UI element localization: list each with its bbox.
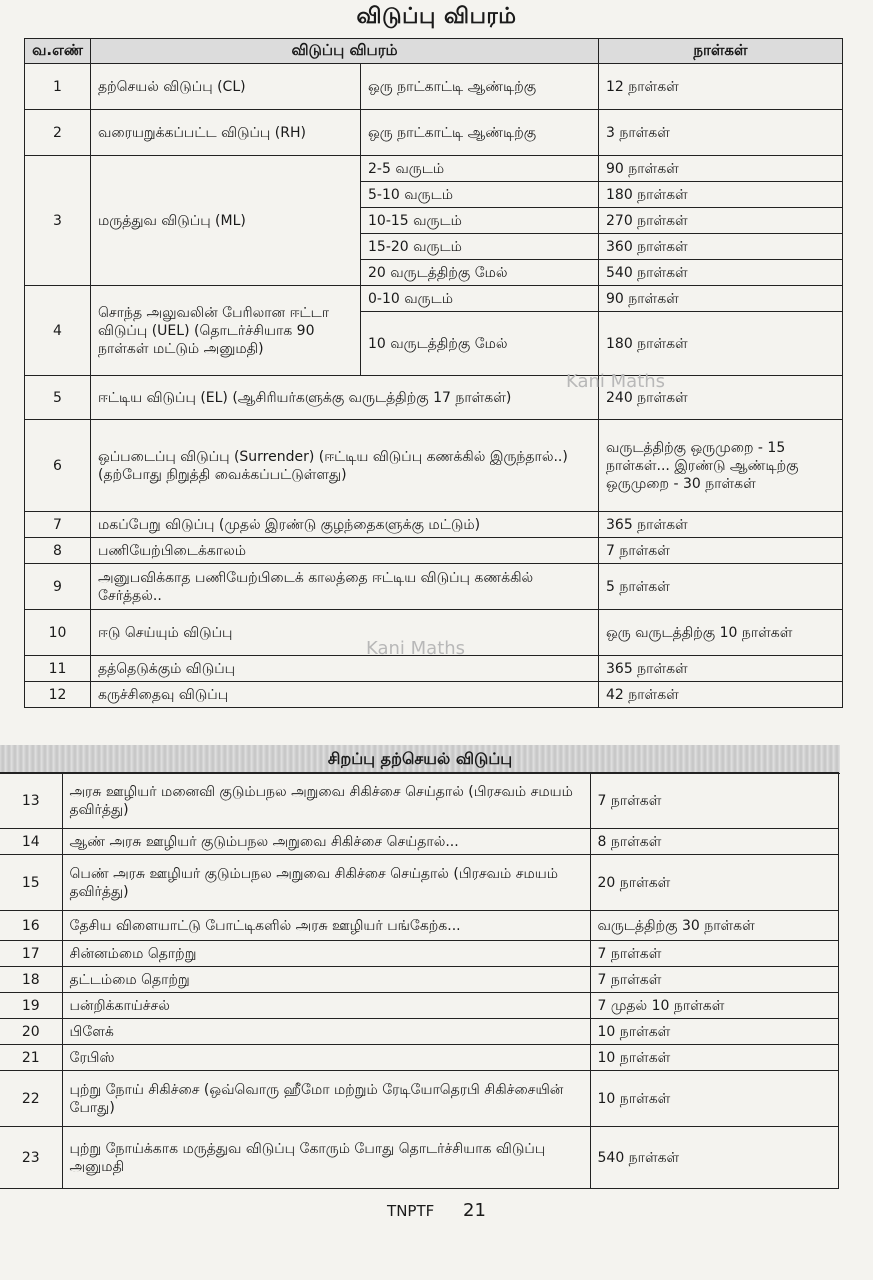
row-sno: 1 [25,64,91,110]
row-leave: மகப்பேறு விடுப்பு (முதல் இரண்டு குழந்தைகளுக்கு மட்டும்) [91,512,599,538]
row-sno: 20 [0,1019,62,1045]
row-days: 7 முதல் 10 நாள்கள் [590,993,838,1019]
row-leave: ஆண் அரசு ஊழியர் குடும்பநல அறுவை சிகிச்சை செய்தால்... [62,829,590,855]
special-leave-table [0,772,839,1189]
row-sno: 4 [25,286,91,376]
page-number: 21 [463,1200,486,1221]
leave-table-main [24,38,843,708]
row-days: 10 நாள்கள் [590,1045,838,1071]
row-days: 7 நாள்கள் [590,967,838,993]
row-sno: 13 [0,773,62,829]
table-header-row [25,39,843,64]
table-row [25,156,843,182]
row-sno: 11 [25,656,91,682]
row-sub: 5-10 வருடம் [361,182,599,208]
row-leave: தட்டம்மை தொற்று [62,967,590,993]
row-leave: வரையறுக்கப்பட்ட விடுப்பு (RH) [91,110,361,156]
row-leave: ஈட்டிய விடுப்பு (EL) (ஆசிரியர்களுக்கு வருடத்திற்கு 17 நாள்கள்) [91,376,599,420]
table-row [25,512,843,538]
row-sub: ஒரு நாட்காட்டி ஆண்டிற்கு [361,110,599,156]
row-sno: 12 [25,682,91,708]
table-row [25,64,843,110]
table-row [0,941,838,967]
row-leave: மருத்துவ விடுப்பு (ML) [91,156,361,286]
header-leave: விடுப்பு விபரம் [91,39,599,64]
row-days: 90 நாள்கள் [599,286,843,312]
table-row [25,376,843,420]
row-days: 10 நாள்கள் [590,1071,838,1127]
row-days: 180 நாள்கள் [599,312,843,376]
row-leave: சின்னம்மை தொற்று [62,941,590,967]
table-row [25,564,843,610]
row-days: 8 நாள்கள் [590,829,838,855]
row-sub: 0-10 வருடம் [361,286,599,312]
table-row [0,855,838,911]
row-days: 20 நாள்கள் [590,855,838,911]
row-leave: ஒப்படைப்பு விடுப்பு (Surrender) (ஈட்டிய விடுப்பு கணக்கில் இருந்தால்..) (தற்போது நிறுத்தி வைக்கப்பட்டுள்ளது) [91,420,599,512]
row-sno: 18 [0,967,62,993]
table-row [25,420,843,512]
row-sno: 21 [0,1045,62,1071]
row-leave: அனுபவிக்காத பணியேற்பிடைக் காலத்தை ஈட்டிய விடுப்பு கணக்கில் சேர்த்தல்.. [91,564,599,610]
row-sub: ஒரு நாட்காட்டி ஆண்டிற்கு [361,64,599,110]
row-days: 42 நாள்கள் [599,682,843,708]
row-sno: 23 [0,1127,62,1189]
row-days: 10 நாள்கள் [590,1019,838,1045]
row-leave: தத்தெடுக்கும் விடுப்பு [91,656,599,682]
header-days: நாள்கள் [599,39,843,64]
row-leave: தற்செயல் விடுப்பு (CL) [91,64,361,110]
row-days: 540 நாள்கள் [599,260,843,286]
row-leave: பிளேக் [62,1019,590,1045]
row-days: 365 நாள்கள் [599,656,843,682]
row-leave: ஈடு செய்யும் விடுப்பு [91,610,599,656]
row-days: வருடத்திற்கு 30 நாள்கள் [590,911,838,941]
row-leave: கருச்சிதைவு விடுப்பு [91,682,599,708]
row-leave: பெண் அரசு ஊழியர் குடும்பநல அறுவை சிகிச்சை செய்தால் (பிரசவம் சமயம் தவிர்த்து) [62,855,590,911]
row-sno: 19 [0,993,62,1019]
row-sub: 2-5 வருடம் [361,156,599,182]
row-sno: 22 [0,1071,62,1127]
row-days: ஒரு வருடத்திற்கு 10 நாள்கள் [599,610,843,656]
row-days: 540 நாள்கள் [590,1127,838,1189]
row-sno: 17 [0,941,62,967]
watermark: Kani Maths [566,371,666,392]
row-leave: புற்று நோய் சிகிச்சை (ஒவ்வொரு ஹீமோ மற்றும் ரேடியோதெரபி சிகிச்சையின் போது) [62,1071,590,1127]
row-days: 270 நாள்கள் [599,208,843,234]
page-footer [0,1200,873,1221]
table-row [25,610,843,656]
row-days: 360 நாள்கள் [599,234,843,260]
table-row [25,286,843,312]
table-row [0,1071,838,1127]
row-days: 90 நாள்கள் [599,156,843,182]
table-row [25,682,843,708]
row-days: 7 நாள்கள் [599,538,843,564]
row-sno: 6 [25,420,91,512]
row-days: வருடத்திற்கு ஒருமுறை - 15 நாள்கள்... இரண்டு ஆண்டிற்கு ஒருமுறை - 30 நாள்கள் [599,420,843,512]
table-row [25,656,843,682]
watermark: Kani Maths [366,638,466,659]
row-leave: பணியேற்பிடைக்காலம் [91,538,599,564]
special-leave-heading: சிறப்பு தற்செயல் விடுப்பு [0,745,840,774]
table-row [25,110,843,156]
row-sno: 16 [0,911,62,941]
row-sno: 5 [25,376,91,420]
row-sub: 10-15 வருடம் [361,208,599,234]
row-days: 240 நாள்கள் [599,376,843,420]
row-days: 180 நாள்கள் [599,182,843,208]
table-row [0,773,838,829]
row-sno: 10 [25,610,91,656]
table-row [0,829,838,855]
row-days: 7 நாள்கள் [590,773,838,829]
row-sno: 2 [25,110,91,156]
row-days: 365 நாள்கள் [599,512,843,538]
row-days: 7 நாள்கள் [590,941,838,967]
row-sno: 14 [0,829,62,855]
row-sub: 20 வருடத்திற்கு மேல் [361,260,599,286]
table-row [0,1045,838,1071]
footer-org: TNPTF [387,1202,435,1220]
row-sno: 15 [0,855,62,911]
row-days: 5 நாள்கள் [599,564,843,610]
page-title: விடுப்பு விபரம் [356,4,517,29]
row-days: 3 நாள்கள் [599,110,843,156]
table-row [0,911,838,941]
row-days: 12 நாள்கள் [599,64,843,110]
row-sno: 9 [25,564,91,610]
table-row [0,967,838,993]
row-leave: தேசிய விளையாட்டு போட்டிகளில் அரசு ஊழியர் பங்கேற்க... [62,911,590,941]
table-row [0,993,838,1019]
row-leave: ரேபிஸ் [62,1045,590,1071]
header-sno: வ.எண் [25,39,91,64]
row-sub: 10 வருடத்திற்கு மேல் [361,312,599,376]
table-row [0,1127,838,1189]
row-sno: 3 [25,156,91,286]
table-row [25,538,843,564]
row-sno: 8 [25,538,91,564]
table-row [0,1019,838,1045]
row-leave: பன்றிக்காய்ச்சல் [62,993,590,1019]
row-leave: சொந்த அலுவலின் பேரிலான ஈட்டா விடுப்பு (UEL) (தொடர்ச்சியாக 90 நாள்கள் மட்டும் அனுமதி) [91,286,361,376]
row-leave: அரசு ஊழியர் மனைவி குடும்பநல அறுவை சிகிச்சை செய்தால் (பிரசவம் சமயம் தவிர்த்து) [62,773,590,829]
row-leave: புற்று நோய்க்காக மருத்துவ விடுப்பு கோரும் போது தொடர்ச்சியாக விடுப்பு அனுமதி [62,1127,590,1189]
row-sno: 7 [25,512,91,538]
row-sub: 15-20 வருடம் [361,234,599,260]
